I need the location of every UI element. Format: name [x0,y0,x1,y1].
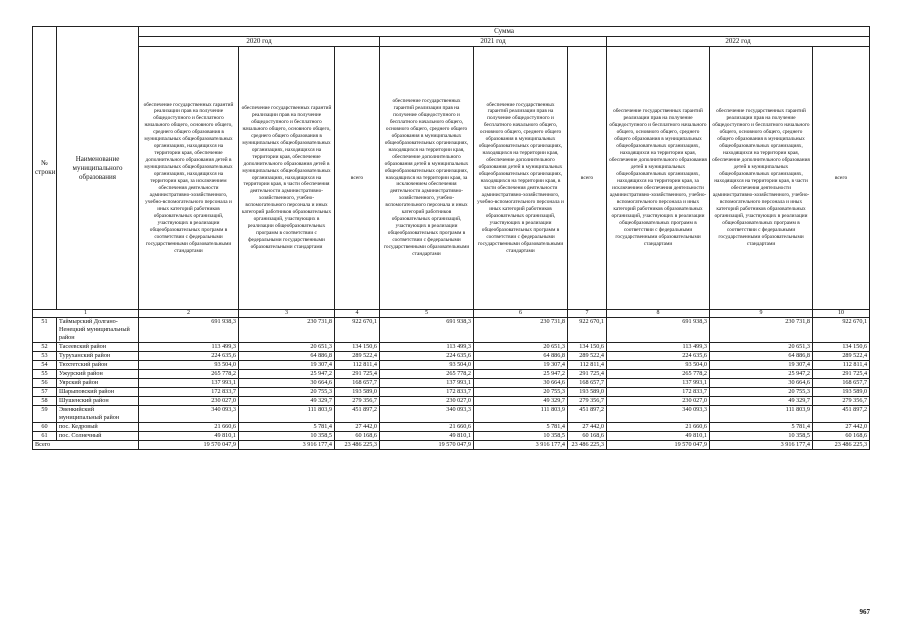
value-2021-t: 451 897,2 [568,406,607,423]
row-number: 57 [33,388,57,397]
col-number-6: 6 [474,310,568,318]
value-2020-t: 922 670,1 [335,318,380,343]
value-2021-a: 93 504,0 [380,361,474,370]
value-2022-t: 289 522,4 [813,352,870,361]
value-2020-b: 49 329,7 [239,397,335,406]
value-2020-a: 340 093,3 [139,406,239,423]
value-2021-a: 21 660,6 [380,423,474,432]
value-2022-t: 279 356,7 [813,397,870,406]
value-2022-a: 93 504,0 [607,361,710,370]
value-2022-a: 224 635,6 [607,352,710,361]
total-value-b: 3 916 177,4 [474,441,568,450]
value-2022-b: 25 947,2 [710,370,813,379]
municipality-name: Тасеевский район [57,343,139,352]
value-2022-b: 49 329,7 [710,397,813,406]
header-desc-a-2021: обеспечение государственных гарантий реализации прав на получение общедоступного и бесплатного начального общего, основного общего, среднего общего образования в муниципальных общеобразовательных организациях, находящихся на территории края, обеспечение дополнительного образования детей в муниципальных общеобразовательных организациях, находящихся на территории края, за исключением обеспечения деятельности административно-хозяйственного, учебно-вспомогательного персонала и иных категорий работников образовательных организаций, участвующих в реализации общеобразовательных программ в соответствии с федеральными государственными образовательными стандартами [380,47,474,310]
value-2022-a: 137 993,1 [607,379,710,388]
value-2022-b: 111 803,9 [710,406,813,423]
table-row [33,361,870,370]
value-2021-b: 10 358,5 [474,432,568,441]
col-number-10: 10 [813,310,870,318]
value-2020-b: 10 358,5 [239,432,335,441]
table-row [33,352,870,361]
total-value-t: 23 486 225,3 [813,441,870,450]
value-2021-a: 230 027,0 [380,397,474,406]
value-2022-t: 168 657,7 [813,379,870,388]
municipality-name: Ужурский район [57,370,139,379]
value-2020-t: 291 725,4 [335,370,380,379]
municipality-name: Шарыповский район [57,388,139,397]
header-total-2021: всего [568,47,607,310]
col-number-5: 5 [380,310,474,318]
value-2022-a: 691 938,3 [607,318,710,343]
value-2020-t: 112 811,4 [335,361,380,370]
header-year-2022: 2022 год [607,37,870,47]
value-2020-b: 20 651,3 [239,343,335,352]
municipality-name: Таймырский Долгано-Ненецкий муниципальный район [57,318,139,343]
col-number-1: 1 [33,310,139,318]
total-value-a: 19 570 047,9 [380,441,474,450]
value-2021-b: 64 886,8 [474,352,568,361]
row-number: 51 [33,318,57,343]
row-number: 56 [33,379,57,388]
total-value-a: 19 570 047,9 [139,441,239,450]
row-number: 55 [33,370,57,379]
value-2021-t: 279 356,7 [568,397,607,406]
value-2020-a: 172 833,7 [139,388,239,397]
table-row [33,388,870,397]
value-2021-b: 111 803,9 [474,406,568,423]
value-2022-t: 112 811,4 [813,361,870,370]
value-2021-a: 137 993,1 [380,379,474,388]
col-number-8: 8 [607,310,710,318]
value-2020-b: 111 803,9 [239,406,335,423]
table-row [33,397,870,406]
row-number: 53 [33,352,57,361]
value-2022-b: 30 664,6 [710,379,813,388]
col-number-9: 9 [710,310,813,318]
value-2020-t: 134 150,6 [335,343,380,352]
value-2022-t: 134 150,6 [813,343,870,352]
value-2021-t: 27 442,0 [568,423,607,432]
total-value-a: 19 570 047,9 [607,441,710,450]
value-2020-t: 451 897,2 [335,406,380,423]
value-2020-a: 21 660,6 [139,423,239,432]
value-2020-a: 137 993,1 [139,379,239,388]
header-municipality: Наименование муниципального образования [57,27,139,310]
value-2021-t: 289 522,4 [568,352,607,361]
value-2021-t: 193 589,0 [568,388,607,397]
value-2021-b: 5 781,4 [474,423,568,432]
table-body [33,318,870,450]
value-2021-a: 172 833,7 [380,388,474,397]
header-total-2020: всего [335,47,380,310]
value-2021-a: 265 778,2 [380,370,474,379]
value-2020-t: 279 356,7 [335,397,380,406]
header-year-2021: 2021 год [380,37,607,47]
value-2021-t: 112 811,4 [568,361,607,370]
total-value-b: 3 916 177,4 [710,441,813,450]
value-2021-b: 49 329,7 [474,397,568,406]
value-2022-a: 21 660,6 [607,423,710,432]
municipality-name: Тюхтетский район [57,361,139,370]
municipality-name: Шушенский район [57,397,139,406]
value-2021-b: 20 755,3 [474,388,568,397]
value-2021-a: 691 938,3 [380,318,474,343]
row-number: 54 [33,361,57,370]
value-2021-t: 134 150,6 [568,343,607,352]
value-2021-t: 291 725,4 [568,370,607,379]
value-2021-t: 60 168,6 [568,432,607,441]
value-2022-a: 265 778,2 [607,370,710,379]
value-2022-a: 49 810,1 [607,432,710,441]
value-2020-b: 25 947,2 [239,370,335,379]
value-2022-b: 230 731,8 [710,318,813,343]
row-number: 52 [33,343,57,352]
col-number-7: 7 [568,310,607,318]
total-value-t: 23 486 225,3 [335,441,380,450]
municipality-name: пос. Солнечный [57,432,139,441]
value-2022-t: 922 670,1 [813,318,870,343]
value-2022-a: 172 833,7 [607,388,710,397]
municipality-name: Уярский район [57,379,139,388]
total-value-b: 3 916 177,4 [239,441,335,450]
header-desc-b-2020: обеспечение государственных гарантий реализации прав на получение общедоступного и бесплатного начального общего, основного общего, среднего общего образования в муниципальных общеобразовательных организациях, находящихся на территории края, обеспечение дополнительного образования детей в муниципальных общеобразовательных организациях, находящихся на территории края, в части обеспечения деятельности административно-хозяйственного, учебно-вспомогательного персонала и иных категорий работников образовательных организаций, участвующих в реализации общеобразовательных программ в соответствии с федеральными государственными образовательными стандартами [239,47,335,310]
table-row [33,370,870,379]
col-number-3: 3 [239,310,335,318]
budget-table [32,26,870,450]
value-2022-t: 60 168,6 [813,432,870,441]
value-2021-a: 49 810,1 [380,432,474,441]
table-row [33,432,870,441]
value-2020-a: 691 938,3 [139,318,239,343]
row-number: 59 [33,406,57,423]
value-2020-b: 5 781,4 [239,423,335,432]
col-number-4: 4 [335,310,380,318]
value-2022-b: 20 651,3 [710,343,813,352]
value-2020-b: 30 664,6 [239,379,335,388]
col-number-2: 2 [139,310,239,318]
header-row-number: № строки [33,27,57,310]
value-2022-a: 113 499,3 [607,343,710,352]
value-2022-t: 27 442,0 [813,423,870,432]
total-value-t: 23 486 225,3 [568,441,607,450]
value-2022-b: 19 307,4 [710,361,813,370]
header-desc-a-2022: обеспечение государственных гарантий реализации прав на получение общедоступного и бесплатного начального общего, основного общего, среднего общего образования в муниципальных общеобразовательных организациях, находящихся на территории края, обеспечение дополнительного образования детей в муниципальных общеобразовательных организациях, находящихся на территории края, за исключением обеспечения деятельности административно-хозяйственного, учебно-вспомогательного персонала и иных категорий работников образовательных организаций, участвующих в реализации общеобразовательных программ в соответствии с федеральными государственными образовательными стандартами [607,47,710,310]
value-2020-a: 93 504,0 [139,361,239,370]
value-2021-a: 224 635,6 [380,352,474,361]
page-number: 967 [859,608,870,616]
value-2020-b: 19 307,4 [239,361,335,370]
header-sum: Сумма [139,27,870,37]
value-2020-a: 224 635,6 [139,352,239,361]
value-2022-a: 340 093,3 [607,406,710,423]
municipality-name: Туруханский район [57,352,139,361]
value-2021-t: 168 657,7 [568,379,607,388]
table-row [33,379,870,388]
table-row [33,406,870,423]
municipality-name: Эвенкийский муниципальный район [57,406,139,423]
table-row [33,423,870,432]
value-2021-b: 19 307,4 [474,361,568,370]
value-2022-t: 451 897,2 [813,406,870,423]
value-2020-t: 193 589,0 [335,388,380,397]
value-2022-b: 10 358,5 [710,432,813,441]
value-2021-b: 20 651,3 [474,343,568,352]
value-2020-t: 60 168,6 [335,432,380,441]
total-row [33,441,870,450]
value-2020-t: 289 522,4 [335,352,380,361]
value-2022-b: 20 755,3 [710,388,813,397]
value-2021-b: 25 947,2 [474,370,568,379]
municipality-name: пос. Кедровый [57,423,139,432]
value-2021-t: 922 670,1 [568,318,607,343]
header-total-2022: всего [813,47,870,310]
header-desc-b-2022: обеспечение государственных гарантий реализации прав на получение общедоступного и бесплатного начального общего, основного общего, среднего общего образования в муниципальных общеобразовательных организациях, находящихся на территории края, обеспечение дополнительного образования детей в муниципальных общеобразовательных организациях, находящихся на территории края, в части обеспечения деятельности административно-хозяйственного, учебно-вспомогательного персонала и иных категорий работников образовательных организаций, участвующих в реализации общеобразовательных программ в соответствии с федеральными государственными образовательными стандартами [710,47,813,310]
value-2020-t: 27 442,0 [335,423,380,432]
value-2020-b: 20 755,3 [239,388,335,397]
value-2022-b: 64 886,8 [710,352,813,361]
value-2021-b: 230 731,8 [474,318,568,343]
value-2021-a: 113 499,3 [380,343,474,352]
value-2020-a: 113 499,3 [139,343,239,352]
row-number: 58 [33,397,57,406]
value-2022-t: 291 725,4 [813,370,870,379]
row-number: 61 [33,432,57,441]
table-row [33,318,870,343]
value-2020-b: 230 731,8 [239,318,335,343]
header-desc-a-2020: обеспечение государственных гарантий реализации прав на получение общедоступного и бесплатного начального общего, основного общего, среднего общего образования в муниципальных общеобразовательных организациях, находящихся на территории края, обеспечение дополнительного образования детей в муниципальных общеобразовательных организациях, находящихся на территории края, за исключением обеспечения деятельности административно-хозяйственного, учебно-вспомогательного персонала и иных категорий работников образовательных организаций, участвующих в реализации общеобразовательных программ в соответствии с федеральными государственными образовательными стандартами [139,47,239,310]
table-row [33,343,870,352]
value-2020-a: 230 027,0 [139,397,239,406]
value-2020-a: 49 810,1 [139,432,239,441]
value-2021-a: 340 093,3 [380,406,474,423]
row-number: 60 [33,423,57,432]
value-2022-b: 5 781,4 [710,423,813,432]
value-2020-a: 265 778,2 [139,370,239,379]
value-2022-a: 230 027,0 [607,397,710,406]
total-label: Всего [33,441,139,450]
value-2020-b: 64 886,8 [239,352,335,361]
value-2021-b: 30 664,6 [474,379,568,388]
header-year-2020: 2020 год [139,37,380,47]
value-2022-t: 193 589,0 [813,388,870,397]
header-desc-b-2021: обеспечение государственных гарантий реализации прав на получение общедоступного и бесплатного начального общего, основного общего, среднего общего образования в муниципальных общеобразовательных организациях, находящихся на территории края, обеспечение дополнительного образования детей в муниципальных общеобразовательных организациях, находящихся на территории края, в части обеспечения деятельности административно-хозяйственного, учебно-вспомогательного персонала и иных категорий работников образовательных организаций, участвующих в реализации общеобразовательных программ в соответствии с федеральными государственными образовательными стандартами [474,47,568,310]
value-2020-t: 168 657,7 [335,379,380,388]
